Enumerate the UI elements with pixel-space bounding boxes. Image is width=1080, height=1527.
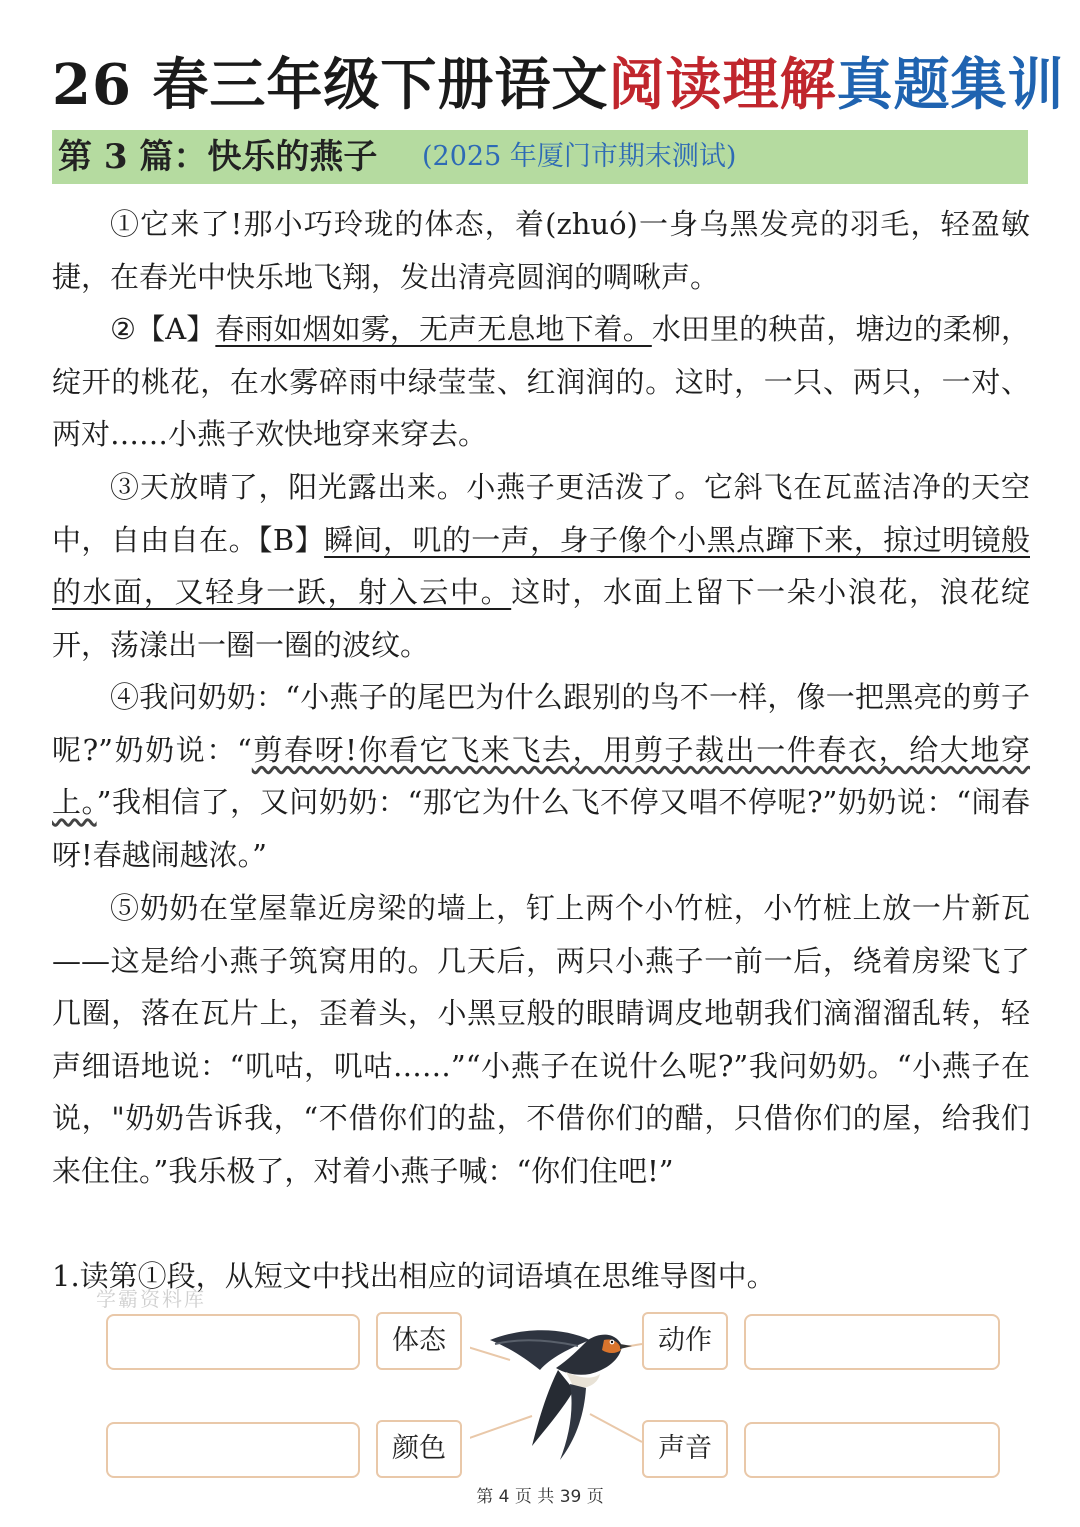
underlined-sentence-b: 瞬间，叽的一声，身子像个小黑点蹿下来，掠过明镜般的水面，又轻身一跃，射入云中。 bbox=[52, 522, 1030, 610]
paragraph-1: ①它来了!那小巧玲珑的体态，着(zhuó)一身乌黑发亮的羽毛，轻盈敏捷，在春光中快乐地飞翔，发出清亮圆润的啁啾声。 bbox=[52, 207, 1030, 294]
title-blue: 真题集训 bbox=[836, 52, 1065, 118]
answer-box-action[interactable] bbox=[744, 1314, 1000, 1370]
paragraph-4-rest: ”我相信了，又问奶奶：“那它为什么飞不停又唱不停呢?”奶奶说：“闹春呀!春越闹越浓。” bbox=[52, 785, 1030, 872]
paragraph-4 bbox=[52, 671, 1030, 881]
answer-box-posture[interactable] bbox=[106, 1314, 360, 1370]
paragraph-3-start: ③天放晴了，阳光露出来。小燕子更活泼了。它斜飞在瓦蓝洁净的天空中，自由自在。【B】 bbox=[52, 470, 1030, 557]
page-footer: 第 4 页 共 39 页 bbox=[476, 1487, 604, 1507]
paragraph-3 bbox=[52, 461, 1030, 671]
tag-action: 动作 bbox=[642, 1312, 728, 1370]
paragraph-4-start: ④我问奶奶：“小燕子的尾巴为什么跟别的鸟不一样，像一把黑亮的剪子呢?”奶奶说：“ bbox=[52, 680, 1030, 767]
paragraph-3-rest: 这时，水面上留下一朵小浪花，浪花绽开，荡漾出一圈一圈的波纹。 bbox=[52, 575, 1030, 662]
title-red: 阅读理解 bbox=[608, 52, 837, 118]
answer-box-color[interactable] bbox=[106, 1422, 360, 1478]
title-black: 26 春三年级下册语文 bbox=[52, 52, 609, 118]
question-1: 1.读第①段，从短文中找出相应的词语填在思维导图中。 bbox=[52, 1259, 776, 1293]
wavy-underlined-sentence: 剪春呀!你看它飞来飞去，用剪子裁出一件春衣，给大地穿上。 bbox=[52, 732, 1031, 820]
page-title bbox=[52, 48, 1065, 122]
tag-sound: 声音 bbox=[642, 1420, 728, 1478]
marker-a: ②【A】 bbox=[110, 312, 216, 346]
paragraph-2-rest: 水田里的秧苗，塘边的柔柳，绽开的桃花，在水雾碎雨中绿莹莹、红润润的。这时，一只、两只，一对、两对……小燕子欢快地穿来穿去。 bbox=[52, 312, 1030, 452]
watermark: 学霸资料库 bbox=[96, 1287, 206, 1311]
paragraph-5: ⑤奶奶在堂屋靠近房梁的墙上，钉上两个小竹桩，小竹桩上放一片新瓦——这是给小燕子筑窝用的。几天后，两只小燕子一前一后，绕着房梁飞了几圈，落在瓦片上，歪着头，小黑豆般的眼睛调皮地朝我们滴溜溜乱转，轻声细语地说：“叽咕，叽咕……”“小燕子在说什么呢?”我问奶奶。“小燕子在说，"奶奶告诉我，“不借你们的盐，不借你们的醋，只借你们的屋，给我们来住住。”我乐极了，对着小燕子喊：“你们住吧!” bbox=[52, 891, 1030, 1188]
underlined-sentence-a: 春雨如烟如雾，无声无息地下着。 bbox=[215, 312, 652, 346]
tag-color: 颜色 bbox=[376, 1420, 462, 1478]
article-label: 第 3 篇：快乐的燕子 bbox=[58, 137, 378, 177]
paragraph-2 bbox=[52, 303, 1030, 461]
article-source: (2025 年厦门市期末测试) bbox=[422, 141, 737, 172]
answer-box-sound[interactable] bbox=[744, 1422, 1000, 1478]
swallow-icon bbox=[470, 1318, 650, 1468]
article-banner bbox=[52, 130, 1028, 184]
tag-posture: 体态 bbox=[376, 1312, 462, 1370]
